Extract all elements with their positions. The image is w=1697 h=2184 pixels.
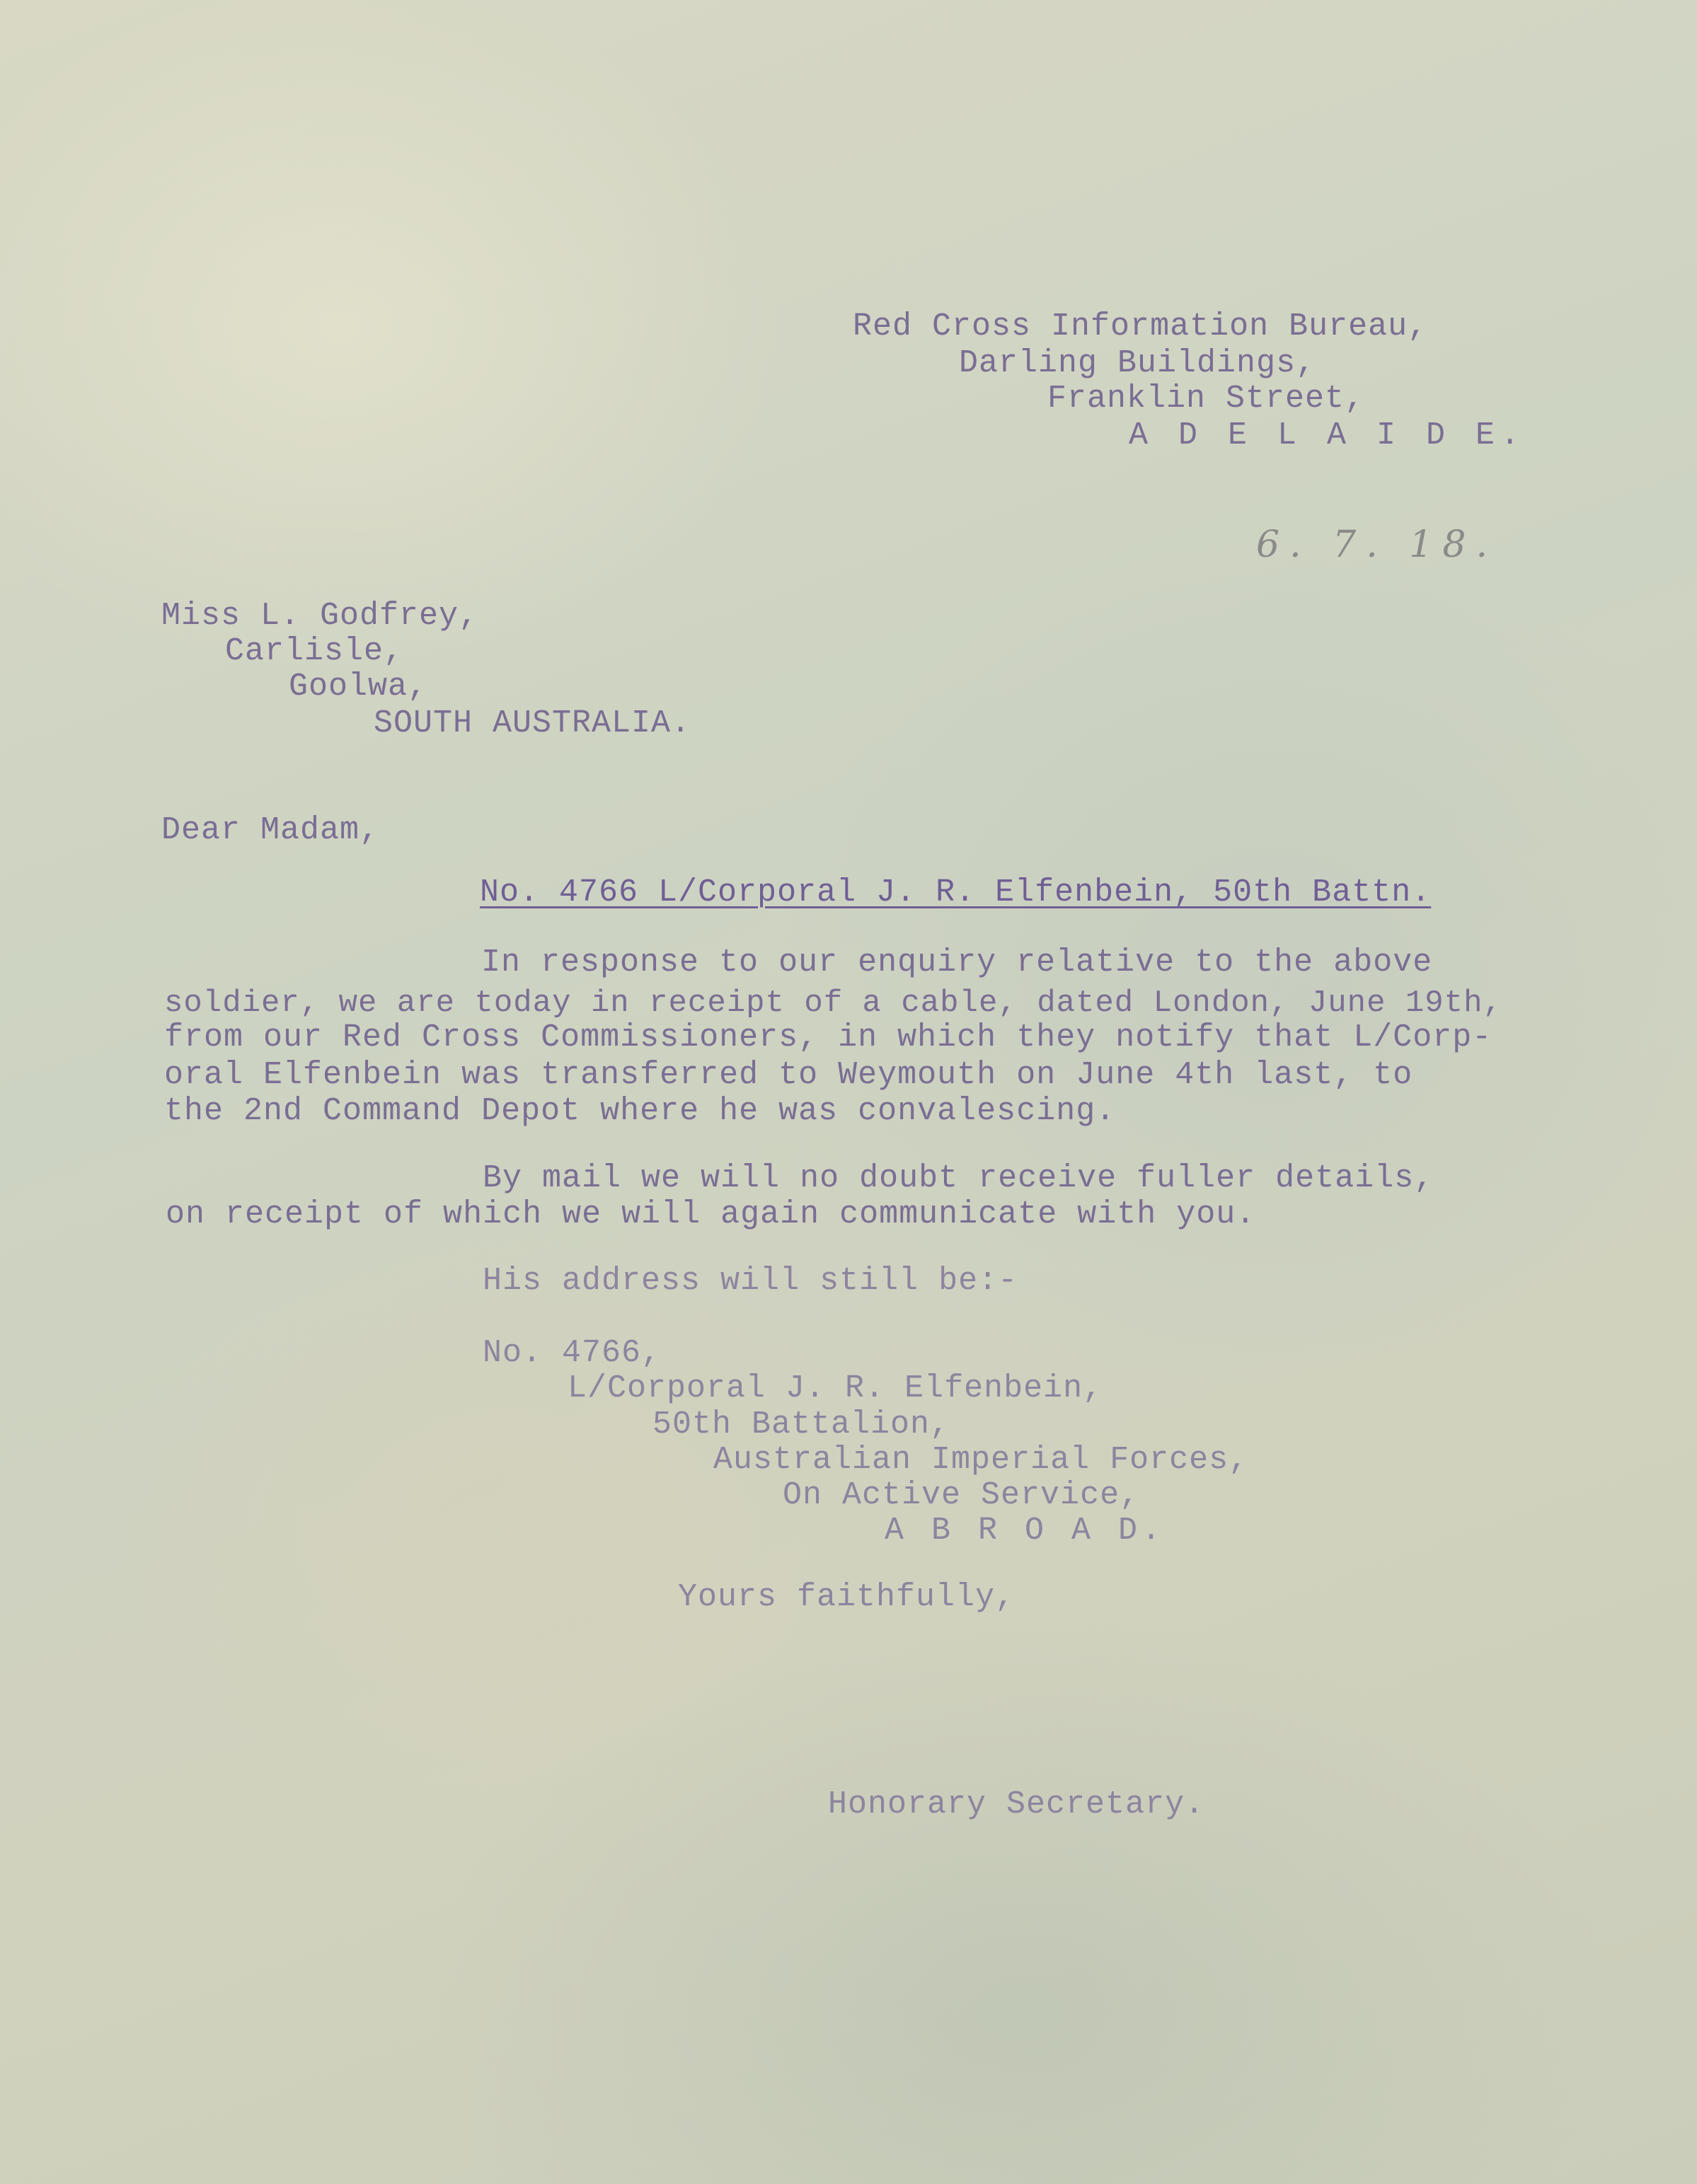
subject-line: No. 4766 L/Corporal J. R. Elfenbein, 50th Battn. — [480, 874, 1432, 911]
body-line: By mail we will no doubt receive fuller details, — [483, 1160, 1434, 1196]
body-paragraph-3: His address will still be:- — [483, 1263, 1018, 1299]
sender-line-2: Darling Buildings, — [959, 345, 1316, 381]
soldier-address-line-2: L/Corporal J. R. Elfenbein, — [568, 1370, 1103, 1406]
soldier-address-line-4: Australian Imperial Forces, — [713, 1442, 1249, 1478]
signature-title: Honorary Secretary. — [828, 1786, 1205, 1822]
salutation: Dear Madam, — [161, 812, 380, 848]
recipient-line-3: Goolwa, — [289, 669, 428, 705]
handwritten-date: 6. 7. 18. — [1256, 524, 1497, 566]
sender-line-4: A D E L A I D E. — [1129, 417, 1526, 453]
soldier-address-line-1: No. 4766, — [483, 1335, 662, 1371]
body-line: the 2nd Command Depot where he was convalescing. — [164, 1093, 1116, 1129]
recipient-line-4: SOUTH AUSTRALIA. — [374, 705, 691, 741]
sender-line-1: Red Cross Information Bureau, — [853, 308, 1428, 345]
soldier-address-line-3: 50th Battalion, — [652, 1406, 950, 1443]
sender-line-3: Franklin Street, — [1047, 381, 1365, 417]
soldier-address-line-6: A B R O A D. — [885, 1513, 1166, 1549]
recipient-line-1: Miss L. Godfrey, — [161, 598, 479, 634]
body-line: oral Elfenbein was transferred to Weymouth on June 4th last, to — [164, 1057, 1413, 1093]
body-line: In response to our enquiry relative to the above — [481, 944, 1433, 981]
closing: Yours faithfully, — [678, 1579, 1016, 1615]
recipient-line-2: Carlisle, — [225, 633, 404, 669]
body-line: from our Red Cross Commissioners, in which they notify that L/Corp- — [164, 1019, 1492, 1056]
soldier-address-line-5: On Active Service, — [783, 1477, 1140, 1513]
body-line: soldier, we are today in receipt of a cable, dated London, June 19th, — [164, 986, 1502, 1021]
body-line: on receipt of which we will again communicate with you. — [166, 1196, 1256, 1232]
